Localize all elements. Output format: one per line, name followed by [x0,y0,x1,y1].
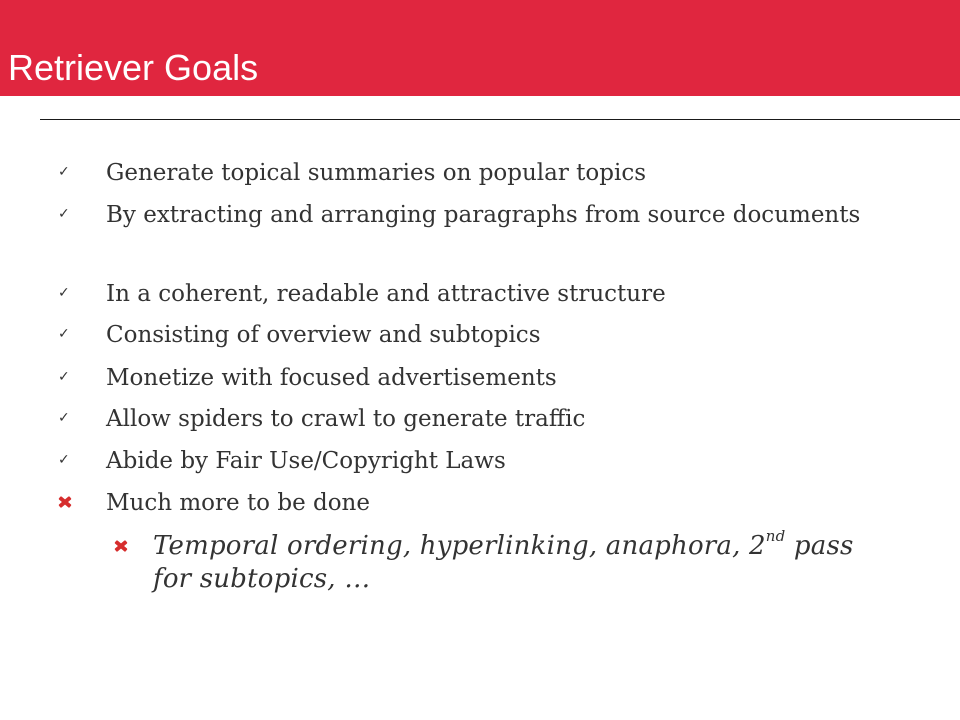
check-icon: ✓ [58,410,70,426]
sub-bullet-item [153,527,893,596]
bullet-item [58,321,876,350]
check-icon: ✓ [58,452,70,468]
bullet-text: Allow spiders to crawl to generate traffic [106,406,586,432]
sub-bullet-text: Temporal ordering, hyperlinking, anaphora, 2 [153,531,766,561]
sub-bullet-text-continued: pass for subtopics, … [153,531,854,594]
check-icon: ✓ [58,369,70,385]
check-icon: ✓ [58,164,70,180]
cross-icon [113,538,128,553]
bullet-text: Consisting of overview and subtopics [106,322,541,348]
bullet-item [58,201,876,230]
bullet-item [58,280,876,309]
bullet-item [58,405,876,434]
bullet-text: By extracting and arranging paragraphs from source documents [106,202,861,228]
title-divider [40,119,960,120]
bullet-text: Monetize with focused advertisements [106,365,557,391]
check-icon: ✓ [58,326,70,342]
slide-title: Retriever Goals [8,47,259,88]
bullet-text: Abide by Fair Use/Copyright Laws [106,448,506,474]
bullet-item [106,489,876,518]
bullet-item [58,364,876,393]
check-icon: ✓ [58,206,70,222]
bullet-text: In a coherent, readable and attractive structure [106,281,666,307]
cross-icon [57,494,72,509]
ordinal-superscript: nd [765,527,786,546]
bullet-text: Much more to be done [106,490,370,516]
bullet-item [58,447,876,476]
bullet-item [58,159,876,188]
check-icon: ✓ [58,285,70,301]
bullet-text: Generate topical summaries on popular topics [106,160,647,186]
